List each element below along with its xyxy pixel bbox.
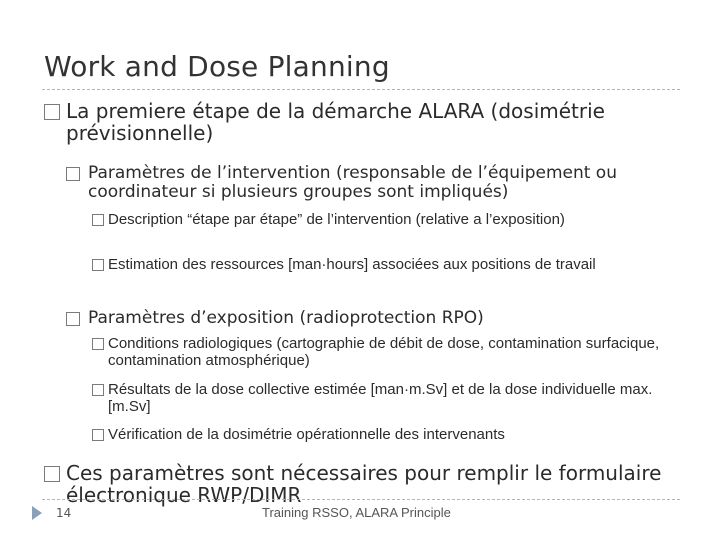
bullet-level3 — [92, 211, 682, 228]
checkbox-bullet-icon — [44, 466, 60, 482]
slide-title: Work and Dose Planning — [44, 50, 390, 83]
bullet-level1 — [44, 100, 684, 144]
title-divider — [42, 89, 680, 90]
bullet-level2 — [66, 309, 686, 328]
checkbox-bullet-icon — [92, 384, 104, 396]
bullet-level2 — [66, 164, 686, 202]
bullet-text: La premiere étape de la démarche ALARA (dosimétrie prévisionnelle) — [66, 99, 605, 145]
footer-arrow-icon — [32, 506, 42, 520]
checkbox-bullet-icon — [44, 104, 60, 120]
footer-divider — [42, 499, 680, 500]
bullet-text: Estimation des ressources [man·hours] associées aux positions de travail — [108, 256, 596, 273]
bullet-text: Ces paramètres sont nécessaires pour remplir le formulaire électronique RWP/DIMR — [66, 461, 662, 507]
bullet-text: Conditions radiologiques (cartographie de débit de dose, contamination surfacique, contamination atmosphérique) — [108, 335, 660, 369]
bullet-level3 — [92, 381, 682, 415]
bullet-level3 — [92, 426, 682, 443]
bullet-level3 — [92, 256, 682, 273]
bullet-text: Description “étape par étape” de l’intervention (relative a l’exposition) — [108, 211, 565, 228]
checkbox-bullet-icon — [92, 214, 104, 226]
checkbox-bullet-icon — [66, 312, 80, 326]
checkbox-bullet-icon — [92, 259, 104, 271]
bullet-text: Résultats de la dose collective estimée [man·m.Sv] et de la dose individuelle max. [m.Sv] — [108, 381, 653, 415]
bullet-text: Paramètres de l’intervention (responsable de l’équipement ou coordinateur si plusieurs groupes sont impliqués) — [88, 163, 617, 202]
bullet-text: Vérification de la dosimétrie opérationnelle des intervenants — [108, 426, 505, 443]
bullet-level3 — [92, 335, 682, 369]
checkbox-bullet-icon — [92, 429, 104, 441]
page-number: 14 — [56, 506, 72, 520]
checkbox-bullet-icon — [92, 338, 104, 350]
bullet-text: Paramètres d’exposition (radioprotection RPO) — [88, 308, 484, 328]
checkbox-bullet-icon — [66, 167, 80, 181]
footer-text: Training RSSO, ALARA Principle — [262, 505, 451, 520]
